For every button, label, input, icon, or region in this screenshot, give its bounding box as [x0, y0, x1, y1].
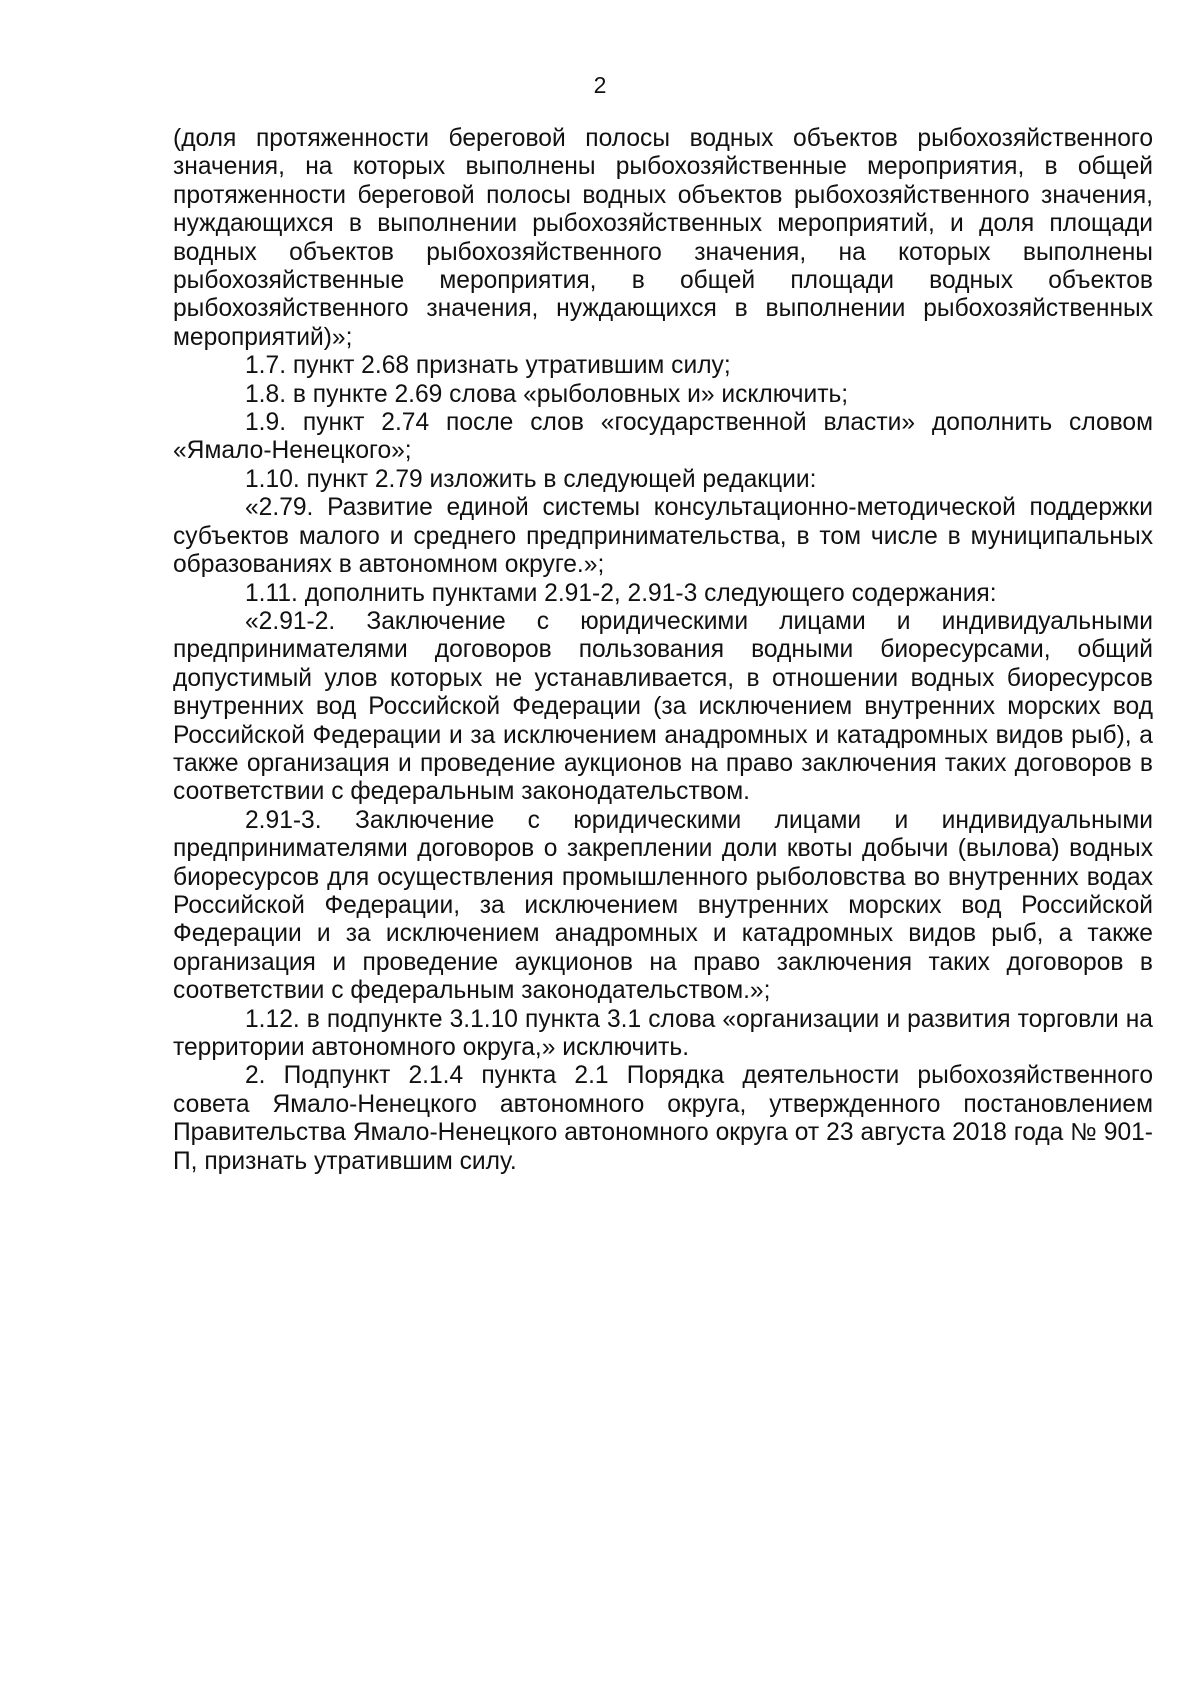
- paragraph-continuation: (доля протяженности береговой полосы водных объектов рыбохозяйственного значения, на которых выполнены рыбохозяйственные мероприятия, в общей протяженности береговой полосы водных объектов рыбохозяйственного значения, нуждающихся в выполнении рыбохозяйственных мероприятий, и доля площади водных объектов рыбохозяйственного значения, на которых выполнены рыбохозяйственные мероприятия, в общей площади водных объектов рыбохозяйственного значения, нуждающихся в выполнении рыбохозяйственных мероприятий)»;: [173, 125, 1153, 351]
- paragraph-quote-2-91-2: «2.91-2. Заключение с юридическими лицами и индивидуальными предпринимателями договоров пользования водными биоресурсами, общий допустимый улов которых не устанавливается, в отношении водных биоресурсов внутренних вод Российской Федерации (за исключением внутренних морских вод Российской Федерации и за исключением анадромных и катадромных видов рыб), а также организация и проведение аукционов на право заключения таких договоров в соответствии с федеральным законодательством.: [173, 607, 1153, 806]
- paragraph-item-1-7: 1.7. пункт 2.68 признать утратившим силу;: [245, 352, 731, 380]
- paragraph-item-1-12: 1.12. в подпункте 3.1.10 пункта 3.1 слова «организации и развития торговли на территории автономного округа,» исключить.: [173, 1005, 1153, 1061]
- paragraph-item-1-10: 1.10. пункт 2.79 изложить в следующей редакции:: [245, 465, 817, 493]
- page-number: 2: [593, 72, 607, 98]
- document-body: [173, 125, 1153, 1176]
- paragraph-item-1-8: 1.8. в пункте 2.69 слова «рыболовных и» исключить;: [245, 380, 849, 408]
- paragraph-quote-2-91-3: 2.91-3. Заключение с юридическими лицами и индивидуальными предпринимателями договоров о закреплении доли квоты добычи (вылова) водных биоресурсов для осуществления промышленного рыболовства во внутренних водах Российской Федерации, за исключением внутренних морских вод Российской Федерации и за исключением анадромных и катадромных видов рыб, а также организация и проведение аукционов на право заключения таких договоров в соответствии с федеральным законодательством.»;: [173, 806, 1153, 1005]
- paragraph-quote-2-79: «2.79. Развитие единой системы консультационно-методической поддержки субъектов малого и среднего предпринимательства, в том числе в муниципальных образованиях в автономном округе.»;: [173, 494, 1153, 579]
- paragraph-item-1-9: 1.9. пункт 2.74 после слов «государственной власти» дополнить словом «Ямало-Ненецкого»;: [173, 409, 1153, 465]
- paragraph-item-2: 2. Подпункт 2.1.4 пункта 2.1 Порядка деятельности рыбохозяйственного совета Ямало-Ненецкого автономного округа, утвержденного постановлением Правительства Ямало-Ненецкого автономного округа от 23 августа 2018 года № 901-П, признать утратившим силу.: [173, 1062, 1153, 1175]
- paragraph-item-1-11: 1.11. дополнить пунктами 2.91-2, 2.91-3 следующего содержания:: [245, 579, 997, 607]
